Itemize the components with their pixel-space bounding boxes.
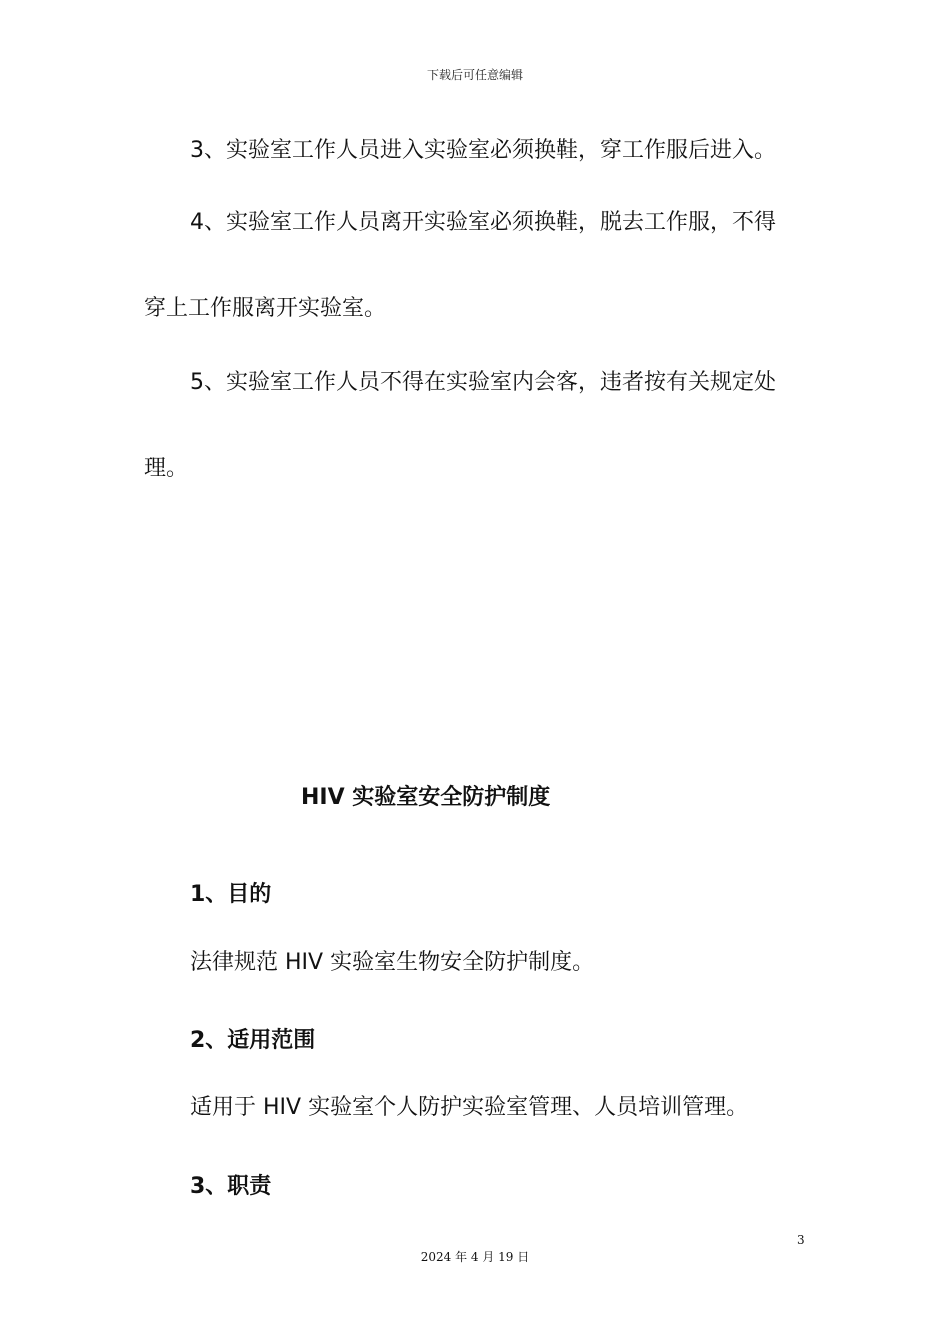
rule-item-5-line-2: 理。 xyxy=(144,456,189,481)
page-header: 下载后可任意编辑 xyxy=(426,68,523,82)
heading-purpose: 1、目的 xyxy=(190,882,272,907)
rule-item-4-line-2: 穿上工作服离开实验室。 xyxy=(144,296,387,321)
paragraph-purpose: 法律规范 HIV 实验室生物安全防护制度。 xyxy=(190,950,595,975)
rule-item-4-line-1: 4、实验室工作人员离开实验室必须换鞋，脱去工作服，不得 xyxy=(190,210,776,235)
rule-item-3: 3、实验室工作人员进入实验室必须换鞋，穿工作服后进入。 xyxy=(190,138,776,163)
rule-item-5-line-1: 5、实验室工作人员不得在实验室内会客，违者按有关规定处 xyxy=(190,370,776,395)
heading-responsibilities: 3、职责 xyxy=(190,1174,272,1199)
section-title: HIV 实验室安全防护制度 xyxy=(301,785,551,810)
paragraph-scope: 适用于 HIV 实验室个人防护实验室管理、人员培训管理。 xyxy=(190,1095,749,1120)
footer-date: 2024 年 4 月 19 日 xyxy=(420,1250,530,1264)
heading-scope: 2、适用范围 xyxy=(190,1028,316,1053)
page-number: 3 xyxy=(797,1233,805,1247)
